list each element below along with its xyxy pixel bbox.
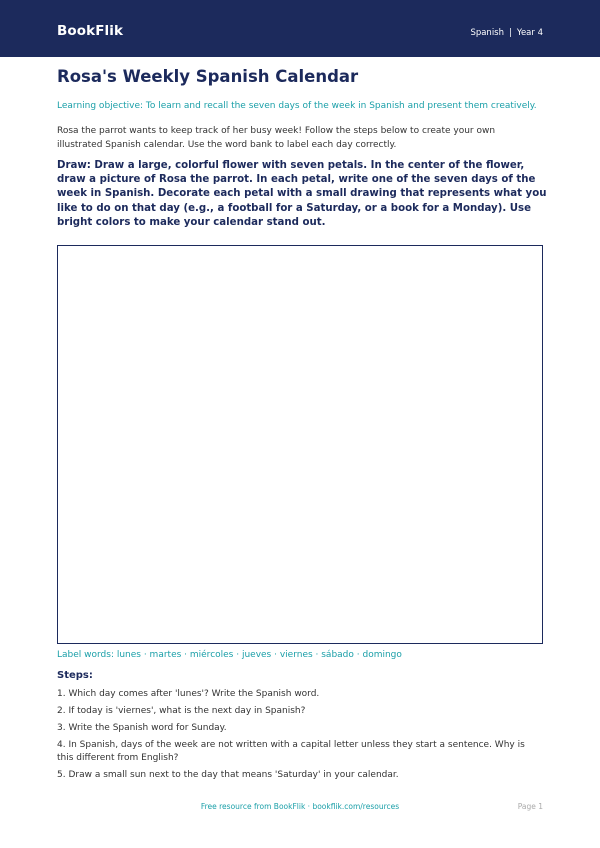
header-meta	[470, 28, 543, 38]
brand-logo: BookFlik	[57, 23, 124, 39]
page-number: Page 1	[517, 802, 543, 811]
page-header	[0, 0, 600, 57]
meta-separator: |	[509, 28, 512, 38]
step-item: 1. Which day comes after 'lunes'? Write the Spanish word.	[57, 689, 320, 699]
step-item: 3. Write the Spanish word for Sunday.	[57, 723, 227, 733]
step-item: 2. If today is 'viernes', what is the next day in Spanish?	[57, 706, 306, 716]
steps-heading: Steps:	[57, 670, 93, 681]
subject-label: Spanish	[470, 28, 505, 38]
year-label: Year 4	[516, 28, 543, 38]
step-item: 4. In Spanish, days of the week are not written with a capital letter unless they start a sentence. Why is this different from English?	[57, 740, 525, 763]
steps-list	[57, 688, 543, 786]
page-title: Rosa's Weekly Spanish Calendar	[57, 67, 359, 86]
step-item: 5. Draw a small sun next to the day that means 'Saturday' in your calendar.	[57, 770, 399, 780]
intro-text: Rosa the parrot wants to keep track of her busy week! Follow the steps below to create your own illustrated Spanish calendar. Use the word bank to label each day correctly.	[57, 126, 496, 150]
learning-objective: Learning objective: To learn and recall the seven days of the week in Spanish and present them creatively.	[57, 101, 537, 111]
draw-instruction: Draw: Draw a large, colorful flower with seven petals. In the center of the flower, draw a picture of Rosa the parrot. In each petal, write one of the seven days of the week in Spanish. Decorate each petal with a small drawing that represents what you like to do on that day (e.g., a football for a Saturday, or a book for a Monday). Use bright colors to make your calendar stand out.	[57, 160, 547, 228]
footer-resource-link[interactable]: Free resource from BookFlik · bookflik.com/resources	[200, 802, 400, 811]
drawing-area[interactable]	[57, 245, 543, 644]
word-bank: Label words: lunes · martes · miércoles · jueves · viernes · sábado · domingo	[57, 650, 402, 660]
